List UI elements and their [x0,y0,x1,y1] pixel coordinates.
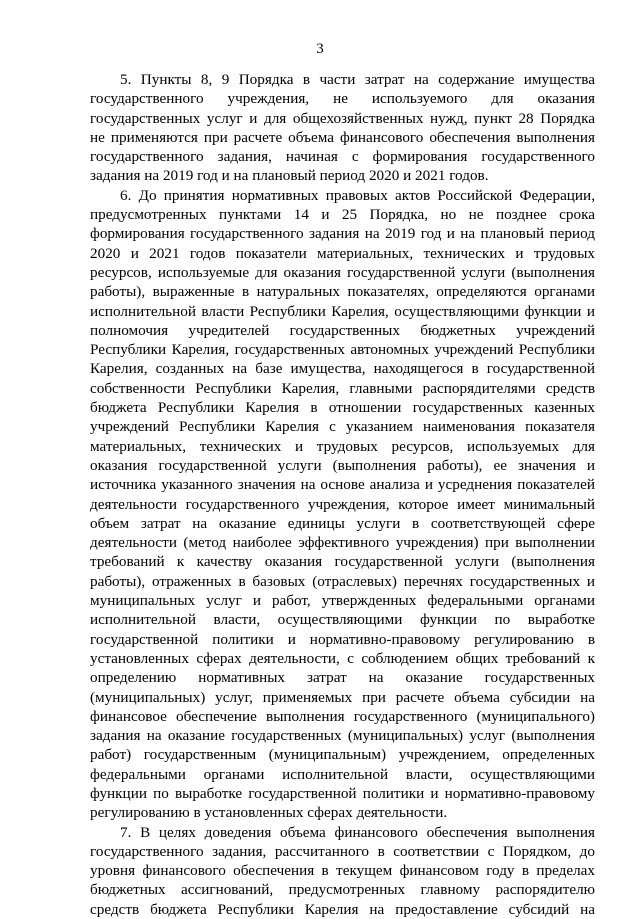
text-line: материальных, технических и трудовых ресурсов, используемых для [90,437,595,455]
text-line: (муниципальных) услуг, применяемых при расчете объема субсидии на [90,688,595,706]
text-line: 7. В целях доведения объема финансового обеспечения выполнения [120,823,595,841]
text-line: 6. До принятия нормативных правовых актов Российской Федерации, [120,186,595,204]
text-line: работ) государственным (муниципальным) учреждением, определенных [90,746,595,764]
text-line: бюджета Республики Карелия в отношении государственных казенных [90,399,595,417]
text-line: 2020 и 2021 годов показатели материальных, технических и трудовых [90,244,595,262]
text-line: источника указанного значения на основе анализа и усреднения показателей [90,476,595,494]
text-line: задания на 2019 год и на плановый период 2020 и 2021 годов. [90,167,489,185]
text-line: собственности Республики Карелия, главными распорядителями средств [90,379,595,397]
text-line: не применяются при расчете объема финансового обеспечения выполнения [90,128,595,146]
text-line: работы), выраженные в натуральных показателях, определяются органами [90,283,595,301]
document-body [90,70,595,919]
text-line: государственного учреждения, не используемого для оказания [90,90,595,108]
text-line: формирования государственного задания на 2019 год и на плановый период [90,225,595,243]
text-line: работы), отраженных в базовых (отраслевых) перечнях государственных и [90,572,595,590]
text-line: функции по выработке государственной политики и нормативно-правовому [90,784,595,802]
text-line: объем затрат на оказание единицы услуги в соответствующей сфере [90,514,595,532]
text-line: муниципальных услуг и работ, утвержденных федеральными органами [90,592,595,610]
text-line: исполнительной власти Республики Карелия, осуществляющими функции и [90,302,595,320]
text-line: государственного задания, рассчитанного в соответствии с Порядком, до [90,842,595,860]
text-line: оказания государственной услуги (выполнения работы), ее значения и [90,456,595,474]
paragraph-6 [90,186,595,823]
text-line: Карелия, созданных на базе имущества, находящегося в государственной [90,360,595,378]
text-line: задания на оказание государственных (муниципальных) услуг (выполнения [90,727,595,745]
text-line: 5. Пункты 8, 9 Порядка в части затрат на содержание имущества [120,71,595,88]
text-line: государственного задания, начиная с формирования государственного [90,148,595,166]
text-line: регулированию в установленных сферах деятельности. [90,804,448,822]
text-line: полномочия учредителей государственных бюджетных учреждений [90,321,595,339]
text-line: федеральными органами исполнительной власти, осуществляющими [90,765,595,783]
text-line: установленных сферах деятельности, с соблюдением общих требований к [90,649,595,667]
text-line: деятельности (метод наиболее эффективного учреждения) при выполнении [90,534,595,552]
text-line: бюджетных ассигнований, предусмотренных главному распорядителю [90,881,595,899]
text-line: требований к качеству оказания государственной услуги (выполнения [90,553,595,571]
text-line: исполнительной власти, осуществляющими функции по выработке [90,611,595,629]
text-line: деятельности государственного учреждения, которое имеет минимальный [90,495,595,513]
text-line: ресурсов, используемые для оказания государственной услуги (выполнения [90,263,595,281]
text-line: государственных услуг и для общехозяйственных нужд, пункт 28 Порядка [90,109,595,127]
text-line: уровня финансового обеспечения в текущем финансовом году в пределах [90,862,595,880]
text-line: определению нормативных затрат на оказание государственных [90,669,595,687]
text-line: средств бюджета Республики Карелия на предоставление субсидий на [90,900,595,918]
text-line: финансовое обеспечение выполнения государственного (муниципального) [90,707,595,725]
text-line: учреждений Республики Карелия с указанием наименования показателя [90,418,595,436]
text-line: Республики Карелия, государственных автономных учреждений Республики [90,341,595,359]
text-line: государственной политики и нормативно-правовому регулированию в [90,630,595,648]
text-line: предусмотренных пунктами 14 и 25 Порядка, но не позднее срока [90,206,595,224]
page-number: 3 [316,41,324,57]
paragraph-5 [90,70,595,186]
